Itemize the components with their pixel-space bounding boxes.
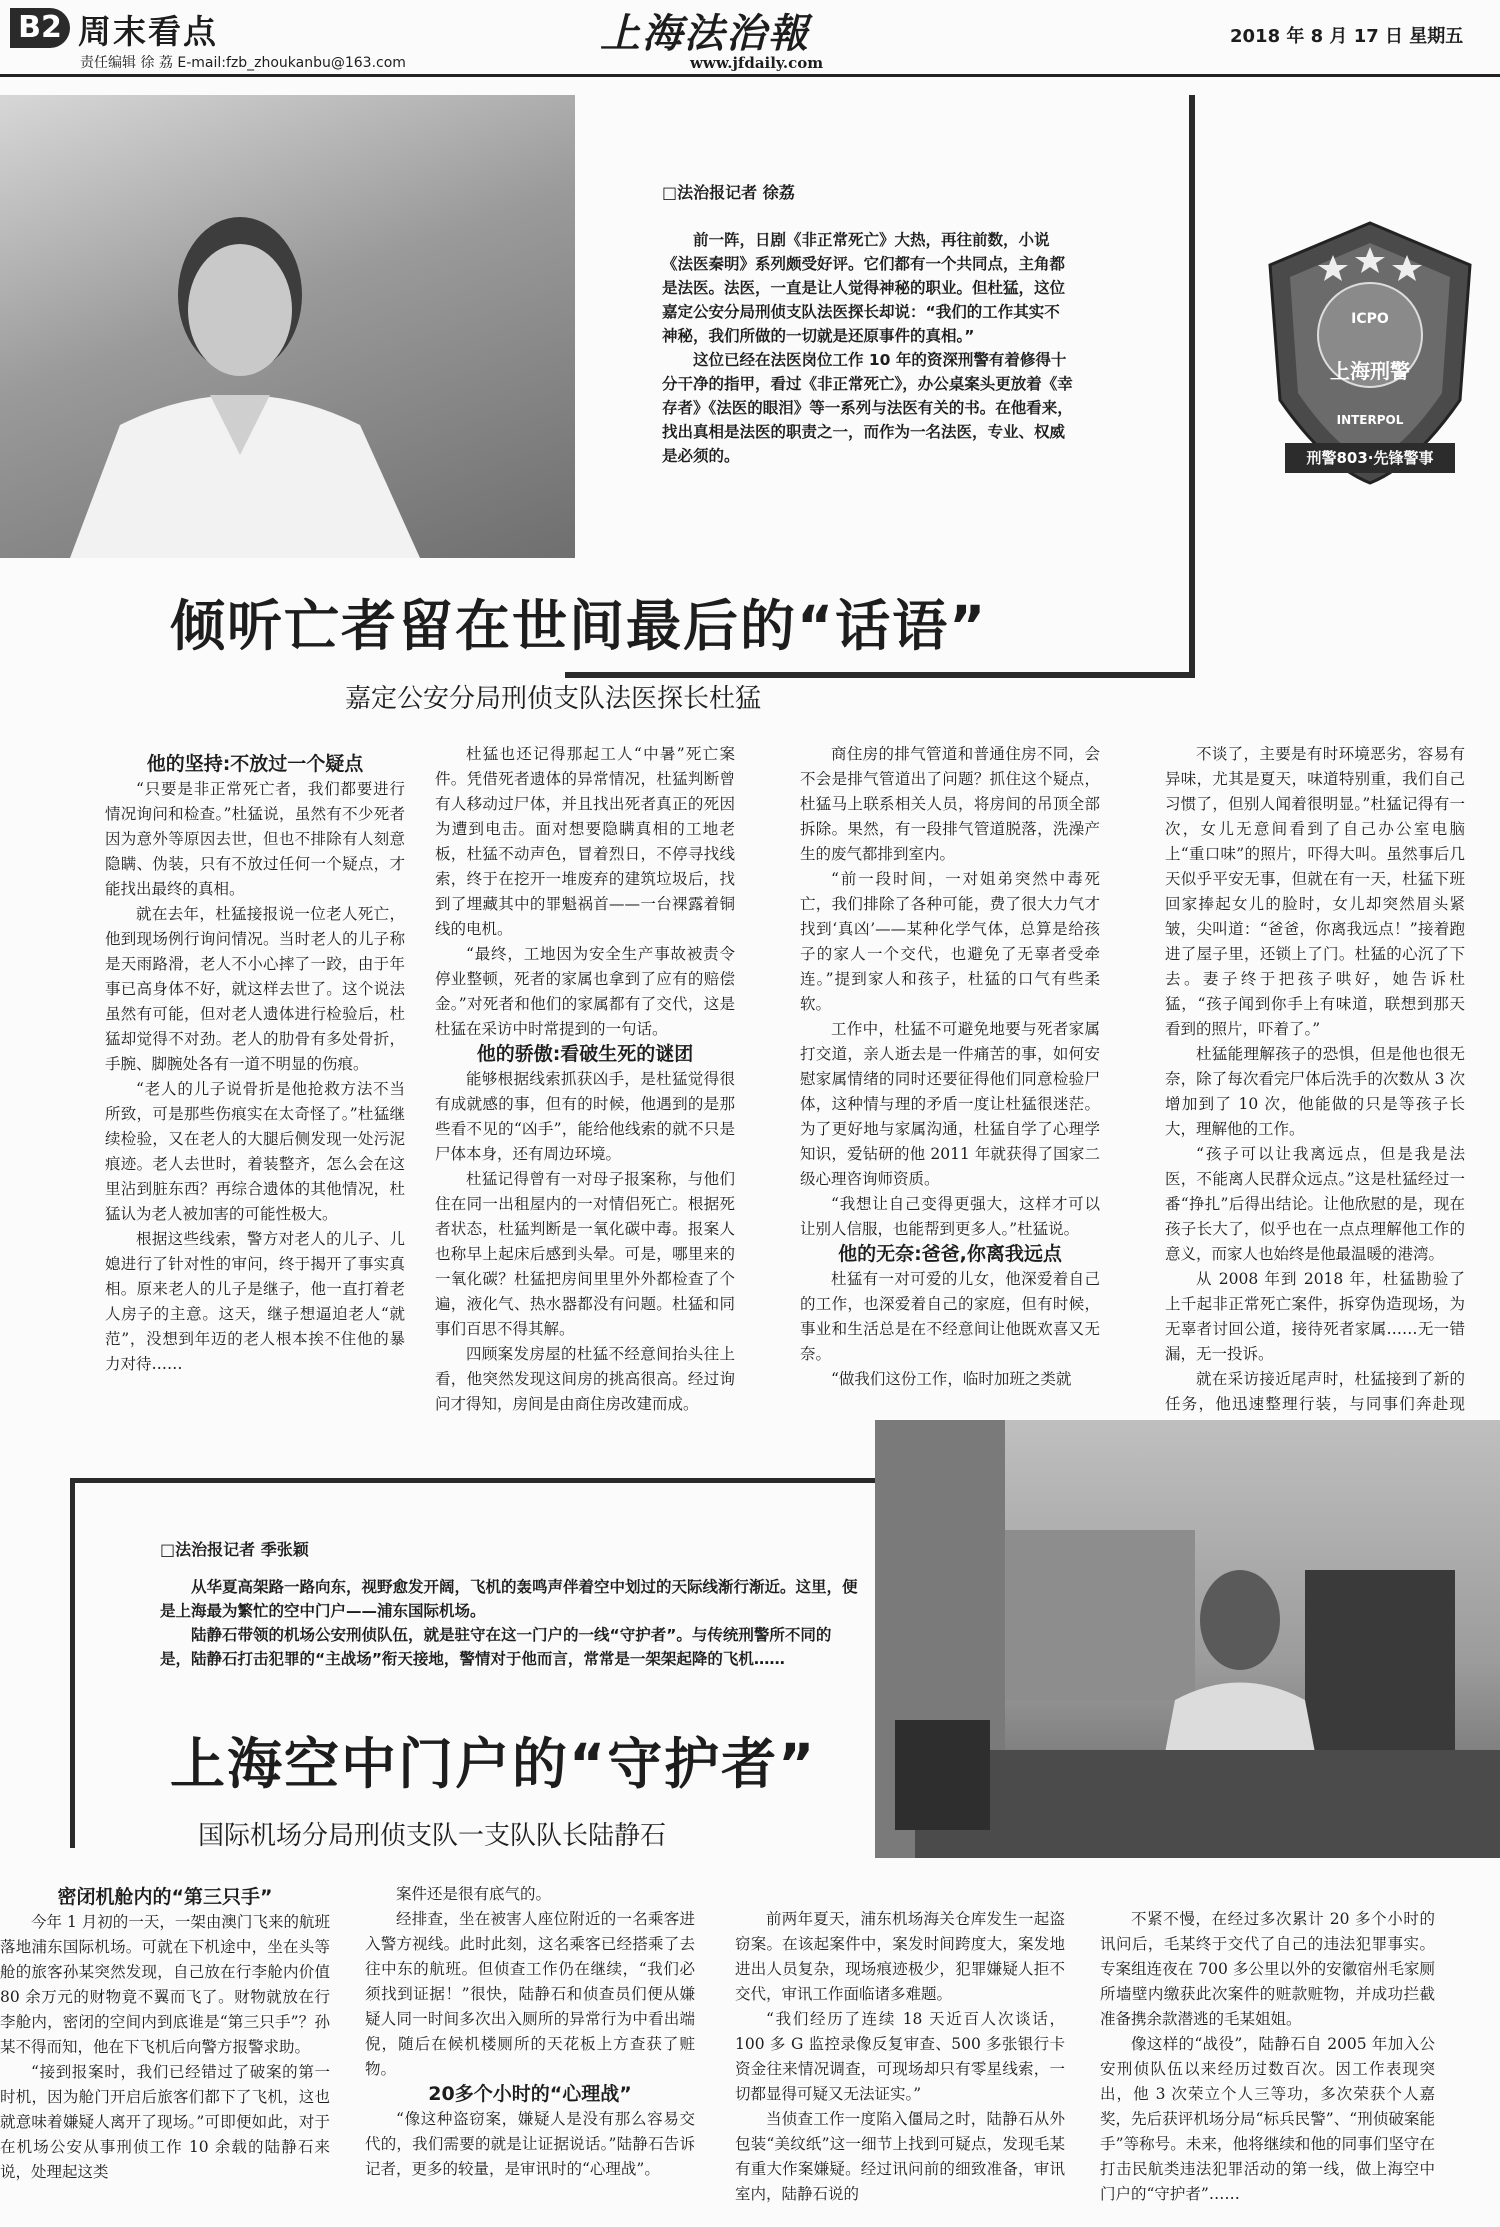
body-paragraph: 当侦查工作一度陷入僵局之时，陆静石从外包装“美纹纸”这一细节上找到可疑点，发现毛某有重大作案嫌疑。经过讯问前的细致准备，审讯室内，陆静石说的 xyxy=(735,2110,1065,2203)
body-paragraph: “像这种盗窃案，嫌疑人是没有那么容易交代的，我们需要的就是让证据说话。”陆静石告诉记者，更多的较量，是审讯时的“心理战”。 xyxy=(365,2110,695,2178)
body-paragraph: 不谈了，主要是有时环境恶劣，容易有异味，尤其是夏天，味道特别重，我们自己习惯了，但别人闻着很明显。”杜猛记得有一次，女儿无意间看到了自己办公室电脑上“重口味”的照片，吓得大叫。虽然事后几天似乎平安无事，但就在有一天，杜猛下班回家捧起女儿的脸时，女儿却突然眉头紧皱，尖叫道：“爸爸，你离我远点！”接着跑进了屋子里，还锁上了门。杜猛的心沉了下去。妻子终于把孩子哄好，她告诉杜猛，“孩子闻到你手上有味道，联想到那天看到的照片，吓着了。” xyxy=(1165,745,1465,1038)
body-paragraph: “接到报案时，我们已经错过了破案的第一时机，因为舱门开启后旅客们都下了飞机，这也就意味着嫌疑人离开了现场。”可即便如此，对于在机场公安从事刑侦工作 10 余载的陆静石来说，处理起这类 xyxy=(0,2063,330,2181)
badge-text: 上海刑警 xyxy=(1330,359,1410,383)
story2-lead-para: 从华夏高架路一路向东，视野愈发开阔，飞机的轰鸣声伴着空中划过的天际线渐行渐近。这里，便是上海最为繁忙的空中门户——浦东国际机场。 xyxy=(160,1578,858,1620)
body-paragraph: “老人的儿子说骨折是他抢救方法不当所致，可是那些伤痕实在太奇怪了。”杜猛继续检验，又在老人的大腿后侧发现一处污泥痕迹。老人去世时，着装整齐，怎么会在这里沾到脏东西？再综合遗体的其他情况，杜猛认为老人被加害的可能性极大。 xyxy=(105,1080,405,1223)
body-paragraph: 杜猛记得曾有一对母子报案称，与他们住在同一出租屋内的一对情侣死亡。根据死者状态，杜猛判断是一氧化碳中毒。报案人也称早上起床后感到头晕。可是，哪里来的一氧化碳？杜猛把房间里里外外都检查了个遍，液化气、热水器都没有问题。杜猛和同事们百思不得其解。 xyxy=(435,1170,735,1338)
story1-subhead-1: 他的坚持:不放过一个疑点 xyxy=(146,753,364,775)
paper-logo: 上海法治報 xyxy=(600,10,810,57)
story2-subheadline: 国际机场分局刑侦支队一支队队长陆静石 xyxy=(198,1821,667,1851)
body-paragraph: 杜猛也还记得那起工人“中暑”死亡案件。凭借死者遗体的异常情况，杜猛判断曾有人移动过尸体，并且找出死者真正的死因为遭到电击。面对想要隐瞒真相的工地老板，杜猛不动声色，冒着烈日，不停寻找线索，终于在挖开一堆废弃的建筑垃圾后，找到了埋藏其中的罪魁祸首——一台裸露着铜线的电机。 xyxy=(435,745,735,938)
story1-column-2 xyxy=(435,742,735,1417)
body-paragraph: “做我们这份工作，临时加班之类就 xyxy=(831,1370,1072,1388)
story2-column-4 xyxy=(1100,1907,1435,2207)
body-paragraph: 前两年夏天，浦东机场海关仓库发生一起盗窃案。在该起案件中，案发时间跨度大，案发地进出人员复杂，现场痕迹极少，犯罪嫌疑人拒不交代，审讯工作面临诸多难题。 xyxy=(735,1910,1065,2003)
portrait-figure xyxy=(0,95,575,558)
badge-bottom-text: 刑警803·先锋警事 xyxy=(1306,449,1434,467)
story2-subhead-1: 密闭机舱内的“第三只手” xyxy=(57,1886,273,1908)
body-paragraph: 商住房的排气管道和普通住房不同，会不会是排气管道出了问题？抓住这个疑点，杜猛马上联系相关人员，将房间的吊顶全部拆除。果然，有一段排气管道脱落，洗澡产生的废气都排到室内。 xyxy=(800,745,1100,863)
body-paragraph: 杜猛有一对可爱的儿女，他深爱着自己的工作，也深爱着自己的家庭，但有时候，事业和生活总是在不经意间让他既欢喜又无奈。 xyxy=(800,1270,1100,1363)
shanghai-police-badge xyxy=(1255,215,1485,490)
body-paragraph: 四顾案发房屋的杜猛不经意间抬头往上看，他突然发现这间房的挑高很高。经过询问才得知，房间是由商住房改建而成。 xyxy=(435,1345,735,1413)
story2-byline: □法治报记者 季张颖 xyxy=(160,1540,309,1559)
body-paragraph: 像这样的“战役”，陆静石自 2005 年加入公安刑侦队伍以来经历过数百次。因工作表现突出，他 3 次荣立个人三等功，多次荣获个人嘉奖，先后获评机场分局“标兵民警”、“刑侦破案能手”等称号。未来，他将继续和他的同事们坚守在打击民航类违法犯罪活动的第一线，做上海空中门户的“守护者”…… xyxy=(1100,2035,1435,2203)
website: www.jfdaily.com xyxy=(690,54,824,72)
story1-column-1 xyxy=(105,752,405,1377)
portrait-photo-du-meng xyxy=(0,95,575,558)
story1-column-4 xyxy=(1165,742,1465,1442)
body-paragraph: “我们经历了连续 18 天近百人次谈话，100 多 G 监控录像反复审查、500 多张银行卡资金往来情况调查，可现场却只有零星线索，一切都显得可疑又无法证实。” xyxy=(735,2010,1065,2103)
editor-line: 责任编辑 徐 荔 E-mail:fzb_zhoukanbu@163.com xyxy=(80,55,406,71)
story1-byline: □法治报记者 徐荔 xyxy=(662,183,795,202)
story1-column-3 xyxy=(800,742,1100,1392)
body-paragraph: 就在去年，杜猛接报说一位老人死亡，他到现场例行询问情况。当时老人的儿子称是天雨路滑，老人不小心摔了一跤，由于年事已高身体不好，就这样去世了。这个说法虽然有可能，但对老人遗体进行检验后，杜猛却觉得不对劲。老人的肋骨有多处骨折，手腕、脚腕处各有一道不明显的伤痕。 xyxy=(105,905,405,1073)
story1-subheadline: 嘉定公安分局刑侦支队法医探长杜猛 xyxy=(345,684,762,714)
badge-top-text: ICPO xyxy=(1351,311,1389,327)
story2-lead-para: 陆静石带领的机场公安刑侦队伍，就是驻守在这一门户的一线“守护者”。与传统刑警所不同的是，陆静石打击犯罪的“主战场”衔天接地，警情对于他而言，常常是一架架起降的飞机…… xyxy=(160,1626,832,1668)
body-paragraph: 工作中，杜猛不可避免地要与死者家属打交道，亲人逝去是一件痛苦的事，如何安慰家属情绪的同时还要征得他们同意检验尸体，这种情与理的矛盾一度让杜猛很迷茫。为了更好地与家属沟通，杜猛自学了心理学知识，爱钻研的他 2011 年就获得了国家二级心理咨询师资质。 xyxy=(800,1020,1100,1188)
story1-subhead-3: 他的无奈:爸爸,你离我远点 xyxy=(838,1243,1062,1265)
story2-column-1 xyxy=(0,1885,330,2185)
office-scene xyxy=(875,1420,1500,1858)
body-paragraph: “最终，工地因为安全生产事故被责令停业整顿，死者的家属也拿到了应有的赔偿金。”对死者和他们的家属都有了交代，这是杜猛在采访中时常提到的一句话。 xyxy=(435,945,735,1038)
body-paragraph: 案件还是很有底气的。 xyxy=(396,1885,552,1903)
story2-column-3 xyxy=(735,1907,1065,2207)
story1-lead xyxy=(662,228,1074,468)
body-paragraph: 经排查，坐在被害人座位附近的一名乘客进入警方视线。此时此刻，这名乘客已经搭乘了去往中东的航班。但侦查工作仍在继续，“我们必须找到证据！”很快，陆静石和侦查员们便从嫌疑人同一时间多次出入厕所的异常行为中看出端倪，随后在候机楼厕所的天花板上方查获了赃物。 xyxy=(365,1910,695,2078)
story1-subhead-2: 他的骄傲:看破生死的谜团 xyxy=(476,1043,694,1065)
section-title: 周末看点 xyxy=(78,12,218,51)
office-photo-lu-jingshi xyxy=(875,1420,1500,1858)
body-paragraph: “只要是非正常死亡者，我们都要进行情况询问和检查。”杜猛说，虽然有不少死者因为意外等原因去世，但也不排除有人刻意隐瞒、伪装，只有不放过任何一个疑点，才能找出最终的真相。 xyxy=(105,780,405,898)
body-paragraph: 今年 1 月初的一天，一架由澳门飞来的航班落地浦东国际机场。可就在下机途中，坐在头等舱的旅客孙某突然发现，自己放在行李舱内价值 80 余万元的财物竟不翼而飞了。财物就放在行李舱内，密闭的空间内到底谁是“第三只手”？孙某不得而知，他在下飞机后向警方报警求助。 xyxy=(0,1913,330,2056)
story1-lead-para: 前一阵，日剧《非正常死亡》大热，再往前数，小说《法医秦明》系列颇受好评。它们都有一个共同点，主角都是法医。法医，一直是让人觉得神秘的职业。但杜猛，这位嘉定公安分局刑侦支队法医探长却说：“我们的工作其实不神秘，我们所做的一切就是还原事件的真相。” xyxy=(662,231,1066,345)
body-paragraph: 能够根据线索抓获凶手，是杜猛觉得很有成就感的事，但有的时候，他遇到的是那些看不见的“凶手”，能给他线索的就不只是尸体本身，还有周边环境。 xyxy=(435,1070,735,1163)
body-paragraph: 就在采访接近尾声时，杜猛接到了新的任务，他迅速整理行装，与同事们奔赴现 xyxy=(1165,1370,1465,1413)
body-paragraph: 杜猛能理解孩子的恐惧，但是他也很无奈，除了每次看完尸体后洗手的次数从 3 次增加到了 10 次，他能做的只是等孩子长大，理解他的工作。 xyxy=(1165,1045,1465,1138)
body-paragraph: “孩子可以让我离远点，但是我是法医，不能离人民群众远点。”这是杜猛经过一番“挣扎”后得出结论。让他欣慰的是，现在孩子长大了，似乎也在一点点理解他工作的意义，而家人也始终是他最温暖的港湾。 xyxy=(1165,1145,1465,1263)
body-paragraph: “前一段时间，一对姐弟突然中毒死亡，我们排除了各种可能，费了很大力气才找到‘真凶’——某种化学气体，总算是给孩子的家人一个交代，也避免了无辜者受牵连。”提到家人和孩子，杜猛的口气有些柔软。 xyxy=(800,870,1100,1013)
issue-date: 2018 年 8 月 17 日 星期五 xyxy=(1230,26,1464,47)
body-paragraph: 从 2008 年到 2018 年，杜猛勘验了上千起非正常死亡案件，拆穿伪造现场，为无辜者讨回公道，接待死者家属……无一错漏，无一投诉。 xyxy=(1165,1270,1465,1363)
story2-headline: 上海空中门户的“守护者” xyxy=(170,1732,817,1796)
body-paragraph: “我想让自己变得更强大，这样才可以让别人信服，也能帮到更多人。”杜猛说。 xyxy=(800,1195,1100,1238)
story1-headline: 倾听亡者留在世间最后的“话语” xyxy=(170,594,988,658)
body-paragraph: 根据这些线索，警方对老人的儿子、儿媳进行了针对性的审问，终于揭开了事实真相。原来老人的儿子是继子，他一直打着老人房子的主意。这天，继子想逼迫老人“就范”，没想到年迈的老人根本挨不住他的暴力对待…… xyxy=(105,1230,405,1373)
story2-lead xyxy=(160,1575,860,1671)
story2-subhead-2: 20多个小时的“心理战” xyxy=(428,2083,632,2105)
badge-ribbon-text: INTERPOL xyxy=(1336,413,1404,427)
story2-column-2 xyxy=(365,1882,695,2182)
story1-lead-para: 这位已经在法医岗位工作 10 年的资深刑警有着修得十分干净的指甲，看过《非正常死亡》，办公桌案头更放着《幸存者》《法医的眼泪》等一系列与法医有关的书。在他看来，找出真相是法医的职责之一，而作为一名法医，专业、权威是必须的。 xyxy=(662,351,1073,465)
masthead-rule xyxy=(0,74,1500,77)
section-badge: B2 xyxy=(10,8,70,48)
body-paragraph: 不紧不慢，在经过多次累计 20 多个小时的讯问后，毛某终于交代了自己的违法犯罪事实。专案组连夜在 700 多公里以外的安徽宿州毛家厕所墙壁内缴获此次案件的赃款赃物，并成功拦截准备携余款潜逃的毛某姐姐。 xyxy=(1100,1910,1435,2028)
